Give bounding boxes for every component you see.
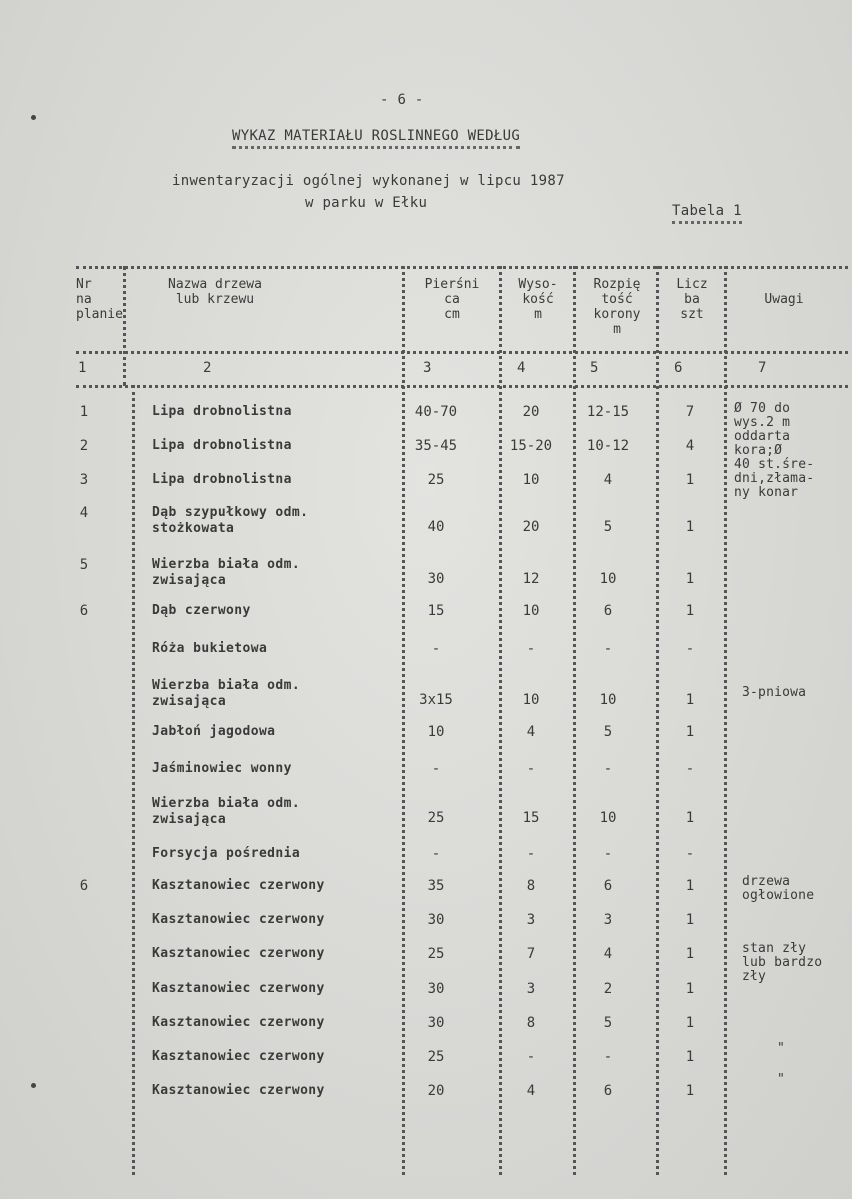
column-number: 2 — [203, 360, 212, 376]
header-height-line: Wyso- — [518, 277, 558, 292]
cell-height: 4 — [526, 724, 536, 740]
cell-circ: - — [431, 641, 441, 657]
header-circumference-line: Pierśni — [424, 277, 480, 292]
cell-nr: 1 — [79, 404, 89, 420]
cell-height: 8 — [526, 878, 536, 894]
cell-count: 1 — [685, 571, 695, 587]
plant-name-line: Wierzba biała odm. — [152, 557, 301, 572]
cell-circ: 30 — [427, 981, 445, 997]
page-title: WYKAZ MATERIAŁU ROSLINNEGO WEDŁUG — [232, 128, 520, 149]
cell-height: - — [526, 641, 536, 657]
plant-name-line: Lipa drobnolistna — [152, 438, 292, 453]
speck-mark — [31, 1083, 36, 1088]
plant-name-line: Jabłoń jagodowa — [152, 724, 276, 739]
cell-height: 15-20 — [509, 438, 553, 454]
header-circumference — [406, 277, 498, 322]
cell-crown: 10-12 — [586, 438, 630, 454]
header-name-line: lub krzewu — [175, 292, 255, 307]
column-divider — [499, 266, 502, 1175]
cell-count: 7 — [685, 404, 695, 420]
cell-height: 7 — [526, 946, 536, 962]
plant-name-line: Dąb czerwony — [152, 603, 251, 618]
header-crown-spread-line: m — [613, 322, 621, 337]
remark-block — [742, 686, 806, 700]
cell-height: 15 — [522, 810, 540, 826]
speck-mark — [31, 115, 36, 120]
header-name-line: Nazwa drzewa — [168, 277, 262, 292]
plant-name — [152, 981, 325, 997]
cell-crown: 4 — [603, 946, 613, 962]
plant-name-line: zwisająca — [152, 573, 227, 588]
remark-line: wys.2 m — [734, 415, 791, 430]
plant-name-line: Kasztanowiec czerwony — [152, 1015, 325, 1030]
cell-circ: 3x15 — [419, 692, 453, 708]
remark-block — [742, 942, 822, 984]
plant-name — [152, 846, 300, 862]
column-number: 4 — [517, 360, 526, 376]
cell-nr: 4 — [79, 505, 89, 521]
cell-count: 1 — [685, 1015, 695, 1031]
cell-crown: 5 — [603, 724, 613, 740]
remark-line: zły — [742, 969, 767, 984]
plant-name-line: stożkowata — [152, 521, 235, 536]
header-height-line: m — [534, 307, 542, 322]
plant-name-line: zwisająca — [152, 812, 227, 827]
plant-name-line: Jaśminowiec wonny — [152, 761, 292, 776]
header-crown-spread-line: tość — [601, 292, 633, 307]
remark-line: 40 st.śre- — [734, 457, 815, 472]
plant-name — [152, 946, 325, 962]
header-nr-line: na — [76, 292, 92, 307]
plant-name — [152, 678, 300, 710]
cell-height: - — [526, 1049, 536, 1065]
plant-name-line: Forsycja pośrednia — [152, 846, 301, 861]
subtitle-line-1: inwentaryzacji ogólnej wykonanej w lipcu 1987 — [172, 173, 565, 189]
subtitle-line-2: w parku w Ełku — [305, 195, 428, 211]
cell-crown: - — [603, 641, 613, 657]
column-divider — [402, 266, 405, 1175]
ditto-mark: " — [777, 1041, 786, 1056]
header-height — [503, 277, 573, 322]
remark-line: 3-pniowa — [742, 685, 807, 700]
cell-circ: 40 — [427, 519, 445, 535]
remark-line: ogłowione — [742, 888, 815, 903]
plant-name-line: Kasztanowiec czerwony — [152, 946, 325, 961]
header-nr — [76, 277, 126, 322]
plant-name — [152, 557, 300, 589]
plant-name-line: Wierzba biała odm. — [152, 796, 301, 811]
cell-height: 12 — [522, 571, 540, 587]
plant-name — [152, 438, 292, 454]
cell-crown: 3 — [603, 912, 613, 928]
plant-name — [152, 603, 251, 619]
column-number: 7 — [758, 360, 767, 376]
table-rule-header — [76, 351, 848, 354]
plant-name — [152, 1015, 325, 1031]
cell-circ: 25 — [427, 1049, 445, 1065]
plant-name-line: Kasztanowiec czerwony — [152, 1083, 325, 1098]
cell-count: 1 — [685, 878, 695, 894]
column-divider — [573, 266, 576, 1175]
header-remarks — [728, 292, 840, 307]
cell-circ: 15 — [427, 603, 445, 619]
cell-count: 1 — [685, 1049, 695, 1065]
cell-count: 1 — [685, 692, 695, 708]
cell-count: 1 — [685, 724, 695, 740]
cell-count: 1 — [685, 912, 695, 928]
cell-crown: 5 — [603, 519, 613, 535]
cell-count: 1 — [685, 603, 695, 619]
plant-name-line: Kasztanowiec czerwony — [152, 981, 325, 996]
plant-name-line: Kasztanowiec czerwony — [152, 1049, 325, 1064]
table-label: Tabela 1 — [672, 203, 742, 224]
plant-name — [152, 641, 267, 657]
plant-name-line: Róża bukietowa — [152, 641, 268, 656]
cell-count: 1 — [685, 519, 695, 535]
remark-line: ny konar — [734, 485, 799, 500]
column-divider — [656, 266, 659, 1175]
cell-circ: 20 — [427, 1083, 445, 1099]
plant-name — [152, 472, 292, 488]
remark-line: Ø 70 do — [734, 401, 791, 416]
remark-line: kora;Ø — [734, 443, 783, 458]
header-count-line: szt — [680, 307, 704, 322]
cell-crown: 10 — [599, 810, 617, 826]
cell-circ: 30 — [427, 1015, 445, 1031]
cell-count: 1 — [685, 946, 695, 962]
plant-name-line: zwisająca — [152, 694, 227, 709]
column-number: 5 — [590, 360, 599, 376]
header-count-line: Licz — [676, 277, 708, 292]
cell-circ: 35-45 — [414, 438, 458, 454]
cell-height: 3 — [526, 912, 536, 928]
cell-crown: 2 — [603, 981, 613, 997]
header-circumference-line: cm — [444, 307, 460, 322]
cell-count: 1 — [685, 810, 695, 826]
plant-name — [152, 724, 275, 740]
remark-line: drzewa — [742, 874, 791, 889]
header-name — [140, 277, 290, 307]
cell-crown: 12-15 — [586, 404, 630, 420]
ditto-mark: " — [777, 1072, 786, 1087]
cell-nr: 2 — [79, 438, 89, 454]
cell-crown: 10 — [599, 692, 617, 708]
page-number: - 6 - — [380, 92, 424, 108]
cell-circ: - — [431, 761, 441, 777]
cell-circ: 10 — [427, 724, 445, 740]
cell-circ: 25 — [427, 810, 445, 826]
remark-block — [734, 402, 814, 500]
remark-line: stan zły — [742, 941, 807, 956]
cell-nr: 3 — [79, 472, 89, 488]
plant-name — [152, 761, 292, 777]
cell-height: 8 — [526, 1015, 536, 1031]
plant-name-line: Wierzba biała odm. — [152, 678, 301, 693]
header-crown-spread-line: Rozpię — [593, 277, 641, 292]
plant-name — [152, 878, 325, 894]
plant-name-line: Kasztanowiec czerwony — [152, 878, 325, 893]
cell-crown: - — [603, 761, 613, 777]
header-count-line: ba — [684, 292, 700, 307]
column-number: 3 — [423, 360, 432, 376]
cell-height: 4 — [526, 1083, 536, 1099]
cell-nr: 5 — [79, 557, 89, 573]
cell-count: 4 — [685, 438, 695, 454]
cell-count: - — [685, 846, 695, 862]
header-remarks-line: Uwagi — [764, 292, 804, 307]
column-divider — [724, 266, 727, 1175]
cell-count: - — [685, 641, 695, 657]
plant-name — [152, 796, 300, 828]
header-crown-spread-line: korony — [593, 307, 641, 322]
plant-name — [152, 1083, 325, 1099]
cell-count: 1 — [685, 981, 695, 997]
plant-name — [152, 505, 308, 537]
remark-line: dni,złama- — [734, 471, 815, 486]
cell-crown: 6 — [603, 878, 613, 894]
header-nr-line: planie — [76, 307, 123, 322]
cell-circ: 25 — [427, 472, 445, 488]
plant-name-line: Lipa drobnolistna — [152, 472, 292, 487]
column-number: 1 — [78, 360, 87, 376]
remark-block — [742, 875, 814, 903]
table-rule-top — [76, 266, 848, 269]
header-height-line: kość — [522, 292, 554, 307]
header-nr-line: Nr — [76, 277, 92, 292]
cell-nr: 6 — [79, 878, 89, 894]
cell-crown: 4 — [603, 472, 613, 488]
cell-height: - — [526, 761, 536, 777]
header-count — [660, 277, 724, 322]
remark-line: lub bardzo — [742, 955, 823, 970]
table-rule-numbers — [76, 385, 848, 388]
remark-line: oddarta — [734, 429, 791, 444]
cell-crown: 10 — [599, 571, 617, 587]
cell-height: 10 — [522, 472, 540, 488]
cell-height: 20 — [522, 404, 540, 420]
cell-height: - — [526, 846, 536, 862]
cell-count: - — [685, 761, 695, 777]
cell-circ: 35 — [427, 878, 445, 894]
cell-crown: 5 — [603, 1015, 613, 1031]
cell-crown: 6 — [603, 603, 613, 619]
cell-circ: 25 — [427, 946, 445, 962]
cell-circ: 30 — [427, 912, 445, 928]
header-crown-spread — [577, 277, 657, 337]
cell-height: 10 — [522, 692, 540, 708]
plant-name-line: Lipa drobnolistna — [152, 404, 292, 419]
cell-crown: 6 — [603, 1083, 613, 1099]
plant-name — [152, 912, 325, 928]
plant-name — [152, 1049, 325, 1065]
cell-height: 3 — [526, 981, 536, 997]
cell-height: 20 — [522, 519, 540, 535]
cell-nr: 6 — [79, 603, 89, 619]
cell-count: 1 — [685, 1083, 695, 1099]
cell-crown: - — [603, 1049, 613, 1065]
cell-circ: - — [431, 846, 441, 862]
cell-circ: 30 — [427, 571, 445, 587]
column-divider — [132, 385, 135, 1175]
cell-height: 10 — [522, 603, 540, 619]
cell-count: 1 — [685, 472, 695, 488]
plant-name-line: Dąb szypułkowy odm. — [152, 505, 309, 520]
column-number: 6 — [674, 360, 683, 376]
plant-name — [152, 404, 292, 420]
header-circumference-line: ca — [444, 292, 460, 307]
cell-crown: - — [603, 846, 613, 862]
plant-name-line: Kasztanowiec czerwony — [152, 912, 325, 927]
cell-circ: 40-70 — [414, 404, 458, 420]
